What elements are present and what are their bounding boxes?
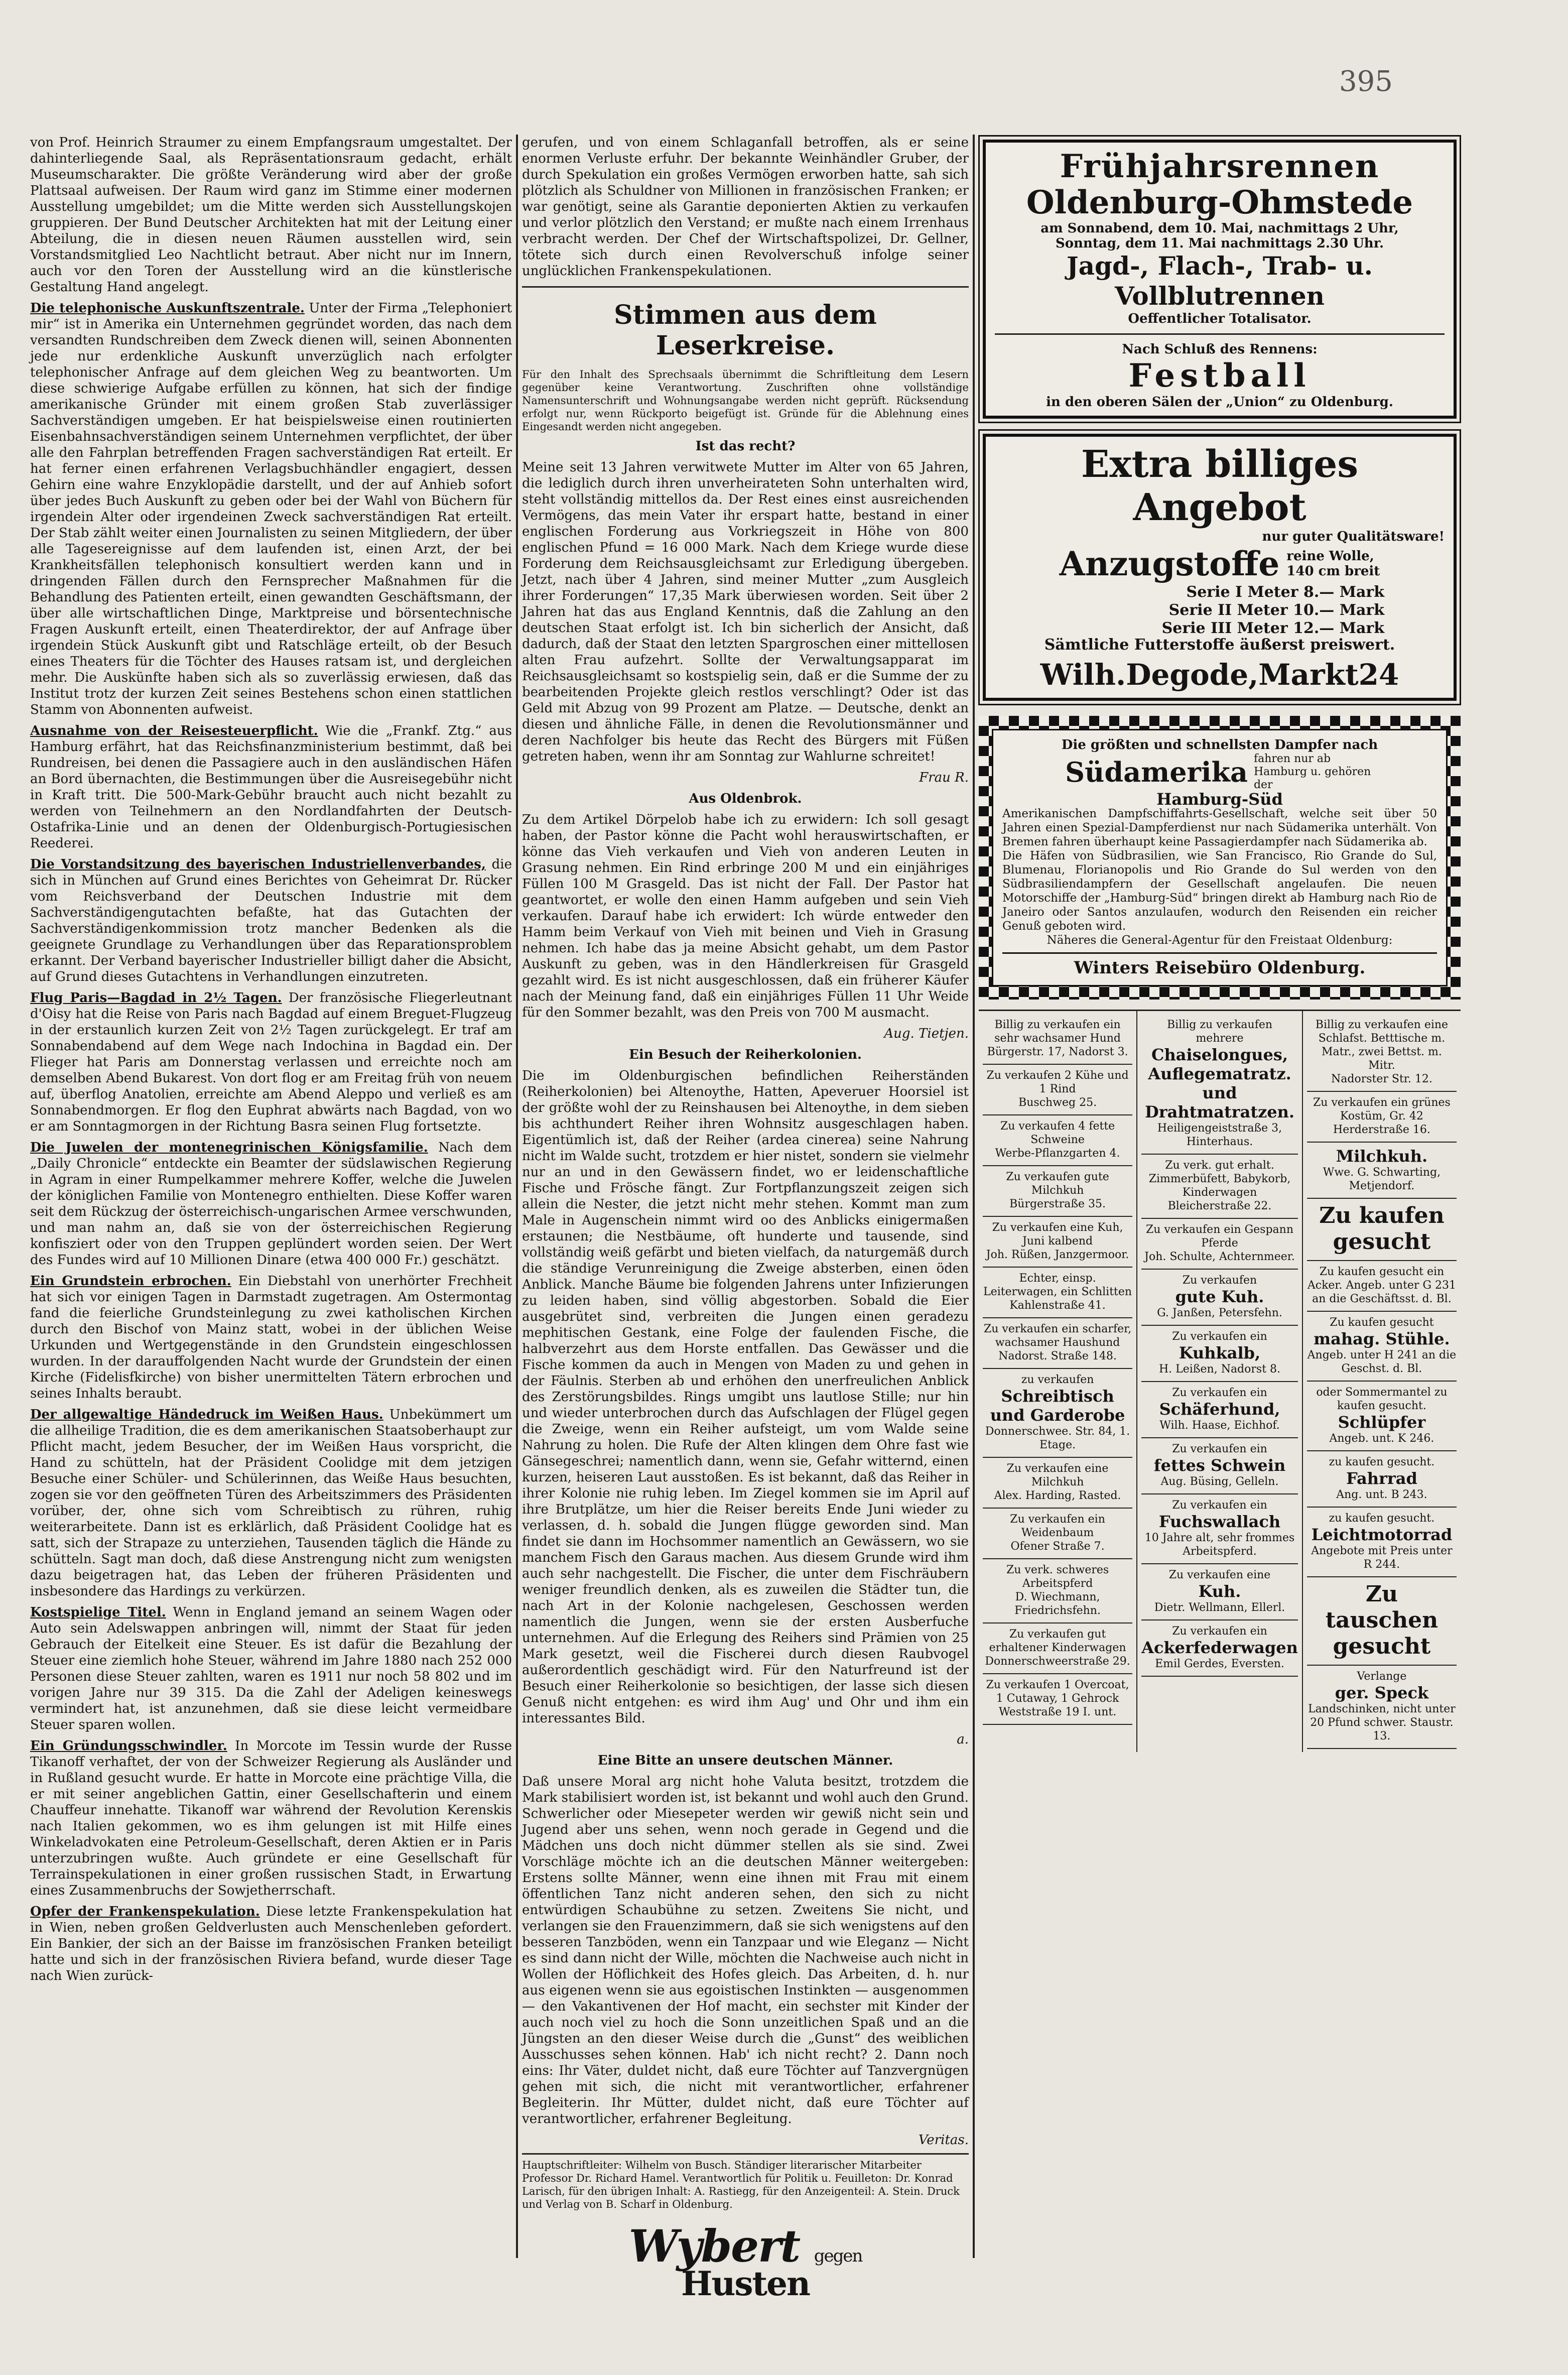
classified-small: Zu kaufen gesucht ein Acker. Angeb. unter G 231 [1307,1266,1456,1292]
classified-ad [1307,1199,1457,1261]
classified-small: Zu verkaufen eine [1168,1569,1271,1581]
classifieds-column [1303,1011,1461,1752]
ship-paragraph-1: Amerikanischen Dampfschiffahrts-Gesellschaft, welche seit über 50 Jahren einen Spezial-Dampferdienst nur nach Südamerika unterhält. Von Bremen fahren überhaupt keine Passagierdampfer nach Südamerika ab. [1002,807,1437,848]
classified-ad [1307,1577,1457,1666]
classified-ad [983,1268,1132,1318]
classified-big: Zu tauschen gesucht [1325,1581,1439,1659]
race-date-1: am Sonnabend, dem 10. Mai, nachmittags 2 Uhr, [1040,221,1399,236]
race-date-2: Sonntag, dem 11. Mai nachmittags 2.30 Uhr. [1055,236,1384,251]
classified-ad [983,1623,1132,1674]
classified-small: Zu verkaufen ein [1172,1443,1267,1455]
classified-ad [1141,1219,1298,1270]
ship-paragraph-2: Die Häfen von Südbrasilien, wie San Francisco, Rio Grande do Sul, Blumenau, Florianopolis und Rio Grande do Sul werden von den Südbrasiliendampfern der Gesellschaft angelaufen. Die neuen Motorschiffe der „Hamburg-Süd“ bringen direkt ab Hamburg nach Rio de Janeiro oder Santos anzulaufen, wodurch den Reisenden ein reicher Genuß geboten wird. [1002,849,1437,933]
classified-addr: Heiligengeiststraße 3, Hinterhaus. [1157,1122,1282,1148]
classified-ad [1307,1092,1457,1143]
classified-mid: Milchkuh. [1336,1147,1428,1166]
classified-small: Zu verkaufen ein [1172,1499,1267,1512]
letter-signature: Aug. Tietjen. [884,1026,969,1041]
classified-small: Zu verkaufen ein Weidenbaum [1010,1513,1105,1539]
letters-list [522,438,969,2148]
race-place: Oldenburg-Ohmstede [1026,184,1413,221]
classified-addr: Bürgerstraße 35. [1009,1198,1106,1210]
fabric-note: Sämtliche Futterstoffe äußerst preiswert. [1044,636,1395,654]
classified-mid: Schlüpfer [1338,1413,1426,1432]
classified-small: Zu verkaufen ein [1172,1387,1267,1399]
article-headline: Opfer der Frankenspekulation. [30,1904,260,1919]
classified-addr: Emil Gerdes, Eversten. [1155,1658,1284,1670]
classified-ad [1141,1155,1298,1219]
classified-addr: Buschweg 25. [1018,1096,1097,1109]
classified-small: Zu verkaufen ein grünes Kostüm, Gr. 42 [1313,1096,1451,1122]
article-body: Ein Diebstahl von unerhörter Frechheit hat sich vor einigen Tagen in Darmstadt zugetragen. Am Ostermontag fand die feierliche Grundsteinlegung zu zwei katholischen Kirchen durch den Bischof von Mainz statt, wobei in der üblichen Weise Urkunden und Wertgegenstände in den Grundstein eingeschlossen wurden. In der darauffolgenden Nacht wurde der Grundstein der einen Kirche (Fidelisfkirche) von bisher unermittelten Tätern erbrochen und seines Inhalts beraubt. [30,1274,512,1401]
classified-small: Zu verk. gut erhalt. Zimmerbüfett, Babykorb, Kinderwagen [1148,1159,1291,1199]
classified-ad [983,1166,1132,1217]
classified-small: Verlange [1357,1670,1407,1683]
letter-signature: Veritas. [918,2133,969,2148]
news-column-left [30,135,512,2258]
classified-addr: G. Janßen, Petersfehn. [1157,1307,1282,1319]
article-body: Diese letzte Frankenspekulation hat in Wien, neben großen Geldverlusten auch Menschenleben gefordert. Ein Bankier, der sich an der Baisse im französischen Franken beteiligt hatte und sich in der französischen Riviera befand, wurde dieser Tage nach Wien zurück- [30,1904,512,1983]
classified-ad [1141,1326,1298,1382]
classified-big: Zu kaufen gesucht [1319,1203,1445,1255]
classified-addr: Kahlenstraße 41. [1009,1299,1106,1312]
classified-addr: Weststraße 19 I. unt. [998,1706,1117,1718]
classified-ad [1307,1451,1457,1508]
article-body: Der französische Fliegerleutnant d'Oisy hat die Reise von Paris nach Bagdad auf einem Breguet-Flugzeug in der erstaunlich kurzen Zeit von 2½ Tagen zurückgelegt. Er traf am Sonnabendabend auf dem Wege nach Indochina in Bagdad ein. Der Flieger hat Paris am Donnerstag verlassen und erreichte noch am demselben Abend Bukarest. Von dort flog er am Freitag früh von neuem auf, überflog Anatolien, erreichte am Abend Aleppo und verließ es am Sonnabendmorgen. Er flog den Euphrat abwärts nach Bagdad, von wo er am Sonntagmorgen in der Richtung Basra seinen Flug fortsetzte. [30,990,512,1134]
article-body: In Morcote im Tessin wurde der Russe Tikanoff verhaftet, der von der Schweizer Regierung als Ausländer und in Rußland gesucht wurde. Er hatte in Morcote eine prächtige Villa, die er mit seiner angeblichen Gattin, einer Gesellschafterin und einem Chauffeur innehatte. Tikanoff war während der Revolution Kerenskis nach Italien gekommen, wo es ihm gelungen ist mit Hilfe eines Winkeladvokaten eine Petroleum-Gesellschaft, deren Aktien er in Paris unterzubringen wußte. Auch gründete er eine Gesellschaft für Terrainspekulationen in einer großen russischen Stadt, in Erwartung eines Zusammenbruchs der Sowjetherrschaft. [30,1738,512,1898]
classifieds-grid [979,1010,1461,1752]
classified-mid: Kuh. [1198,1582,1241,1601]
news-article [30,1904,512,1984]
letter-title: Aus Oldenbrok. [689,791,802,806]
classified-small: Billig zu verkaufen eine Schlafst. Betttische m. Matr., zwei Bettst. m. Mitr. [1315,1019,1449,1072]
classified-ad [983,1559,1132,1623]
classified-ad [1141,1014,1298,1155]
wybert-advert-logo [522,2220,969,2303]
article-body: Nach dem „Daily Chronicle“ entdeckte ein Beamter der südslawischen Regierung in Agram in einer Rumpelkammer mehrere Koffer, welche die Juwelen der königlichen Familie von Montenegro enthielten. Diese Koffer waren seit dem Rückzug der österreichisch-ungarischen Armee verschwunden, und man nahm an, daß sie von der österreichischen Regierung konfisziert oder von den Truppen geplündert worden seien. Der Wert des Fundes wird auf 10 Millionen Dinare (etwa 400 000 Fr.) geschätzt. [30,1140,512,1268]
classified-mid: ger. Speck [1335,1683,1429,1702]
letter-signature: Frau R. [919,770,969,785]
classified-ad [983,1115,1132,1166]
fabric-price-list [995,583,1445,638]
classified-addr: H. Leißen, Nadorst 8. [1158,1363,1281,1376]
classified-small: Echter, einsp. Leiterwagen, ein Schlitten [983,1272,1132,1298]
classified-small: oder Sommermantel zu kaufen gesucht. [1316,1386,1448,1412]
fabric-spec-1: reine Wolle, [1286,549,1374,564]
logo-small: gegen [814,2246,862,2266]
classified-ad [1307,1261,1457,1312]
article-headline: Die Juwelen der montenegrinischen Königsfamilie. [30,1140,428,1155]
ship-top: Die größten und schnellsten Dampfer nach [1061,737,1378,753]
logo-brand: Wybert [628,2220,800,2272]
ship-paragraph-3: Näheres die General-Agentur für den Freistaat Oldenburg: [1047,934,1393,947]
price-row: Serie III Meter 12.— Mark [1161,619,1384,637]
classified-small: zu kaufen gesucht. [1329,1456,1435,1468]
ship-line: Hamburg-Süd [1156,790,1283,809]
section-divider [522,286,969,288]
classified-addr: Ang. unt. B 243. [1336,1488,1427,1501]
classified-addr: Angeb. unt. K 246. [1329,1432,1434,1445]
classified-mid: Schäferhund, [1159,1400,1280,1419]
article-headline: Kostspielige Titel. [30,1605,166,1620]
article-headline: Die Vorstandsitzung des bayerischen Industriellenverbandes, [30,857,486,872]
article-headline: Der allgewaltige Händedruck im Weißen Haus. [30,1407,383,1422]
classified-mid: Leichtmotorrad [1311,1525,1453,1544]
classified-mid: Ackerfederwagen [1141,1638,1298,1657]
classified-addr: Ofener Straße 7. [1010,1540,1105,1553]
classified-ad [1141,1494,1298,1564]
ad-fabric [983,434,1457,701]
classified-ad [983,1674,1132,1725]
classified-ad [1141,1270,1298,1326]
letter-body: Die im Oldenburgischen befindlichen Reiherständen (Reiherkolonien) bei Altenoythe, Hatten, Apeveruer Hoorsiel ist der größte wohl der zu Reinshausen bei Altenoythe, in dem sieben bis achthundert Reiher ihren Wohnsitz ausgeschlagen haben. Eigentümlich ist, daß der Reiher (ardea cinerea) seine Nahrung nicht im Walde sucht, trotzdem er hier nistet, sondern sie vielmehr nur an und in den Gewässern findet, wo er leidenschaftliche Fische und Frösche fängt. Zur Fortpflanzungszeit zeigen sich allein die Nester, die jetzt nicht mehr stehen. Kommt man zum Male in Augenschein nimmt wird oo des Anblicks einigermaßen erstaunen; die Nestbäume, oft hunderte und tausende, sind vollständig weiß gefärbt und bieten vielfach, da naturgemäß durch die ständige Verunreinigung die Zweige absterben, einen öden Anblick. Manche Bäume bie folgenden Jahrens unter Infizierungen zu leiden haben, sind völlig abgestorben. Sobald die Eier ausgebrütet sind, verbreiten die Jungen einen geradezu mephitischen Gestank, eine Folge der faulenden Fische, die halbverzehrt aus dem Horste entfallen. Das Gewässer und die Fische kommen da auch in Mengen von Maden zu und gehen in der Fäulnis. Sterben ab und erhöhen den unerfreulichen Anblick des Zerstörungsbildes. Rings umgibt uns lautlose Stille; nur hin und wieder unterbrochen durch das Aufschlagen der Flügel gegen die Zweige, wenn ein Reiher aufsteigt, um vom Walde seine Nahrung zu holen. Die Rufe der Alten klingen dem Ohre fast wie Gänsegeschrei; namentlich dann, wenn sie, Gefahr witternd, einen kurzen, heiseren Laut ausstoßen. Es ist bekannt, daß das Reiher in ihrer Kolonie nie ruhig leben. Im Ziegel kommen sie im April auf ihre Brutplätze, um hier die Reiser bereits Ende Juni wieder zu verlassen, d. h. sobald die Jungen flügge geworden sind. Man findet sie dann im Hochsommer namentlich an Gewässern, wo sie manchem Fisch den Garaus machen. Aus diesem Grunde wird ihm auch sehr nachgestellt. Die Fischer, die unter dem Fischräubern weniger freundlich denken, als es zuweilen die Städter tun, die nach Art in der Kolonie nachgelesen, Geschossen werden namentlich die Jungen, wenn sie der ersten Ausberfuche unternehmen. Auf die Erlegung des Reihers sind Prämien von 25 Mark gesetzt, weil die Fischerei durch diesen Raubvogel außerordentlich geschädigt wird. Für den Naturfreund ist der Besuch einer Reiherkolonie so besichtigen, der lasse sich diesen Genuß nicht entgehen: es wird ihm Aug' und Ohr und ihm ein interessantes Bild. [522,1068,969,1726]
classified-addr: Bleicherstraße 22. [1167,1200,1272,1212]
classified-ad [1307,1508,1457,1577]
letter-title: Eine Bitte an unsere deutschen Männer. [597,1753,893,1768]
letter-title: Ein Besuch der Reiherkolonien. [629,1047,862,1062]
classified-addr: Nadorst. Straße 148. [998,1350,1117,1362]
news-article [30,990,512,1135]
classified-mid: gute Kuh. [1175,1287,1264,1306]
imprint: Hauptschriftleiter: Wilhelm von Busch. Ständiger literarischer Mitarbeiter Professor Dr. Richard Hamel. Verantwortlich für Politik u. Feuilleton: Dr. Konrad Larisch, für den übrigen Inhalt: A. Rastiegg, für den Anzeigenteil: A. Stein. Druck und Verlag von B. Scharf in Oldenburg. [522,2153,969,2211]
classified-ad [983,1217,1132,1268]
classified-small: Zu verkaufen 2 Kühe und 1 Rind [986,1069,1129,1095]
section-disclaimer: Für den Inhalt des Sprechsaals übernimmt die Schriftleitung dem Lesern gegenüber keine Verantwortung. Zuschriften ohne vollständige Namensunterschrift und Wohnungsangabe werden nicht geprüft. Rücksendung erfolgt nur, wenn Rückporto beigefügt ist. Gründe für die Ablehnung eines Eingesandt werden nicht angegeben. [522,368,969,433]
article-headline: Die telephonische Auskunftszentrale. [30,301,305,316]
article-body: von Prof. Heinrich Straumer zu einem Empfangsraum umgestaltet. Der dahinterliegende Saal, als Repräsentationsraum gedacht, erhält Museumscharakter. Die größte Veränderung wird aber der große Plattsaal aufweisen. Der Raum wird ganz im Stimme einer modernen Ausstellung umgebildet; um die Mitte werden sich Ausstellungskojen gruppieren. Der Bund Deutscher Architekten hat mit der Leitung einer Abteilung, die in diesen neuen Räumen ausstellen wird, sein Vorstandsmitglied Leo Nachtlicht betraut. Aber nicht nur im Innern, auch vor den Toren der Ausstellung wird an die künstlerische Gestaltung Hand angelegt. [30,135,512,295]
classified-small: Zu verk. schweres Arbeitspferd [1006,1564,1109,1590]
news-column-middle [522,135,969,2303]
fabric-headline: Extra billiges Angebot [1081,443,1359,529]
classified-small: zu kaufen gesucht. [1329,1512,1435,1525]
letter-signature: a. [957,1732,969,1747]
article-headline: Ein Gründungsschwindler. [30,1738,227,1754]
classified-addr: Dietr. Wellmann, Ellerl. [1154,1601,1285,1614]
classified-ad [983,1369,1132,1458]
classified-addr: an die Geschäftsst. d. Bl. [1312,1293,1452,1305]
classified-ad [1141,1382,1298,1438]
ad-divider [995,333,1445,335]
classified-addr: Donnerschweerstraße 29. [985,1655,1130,1668]
classified-ad [983,1065,1132,1115]
classified-small: Zu verkaufen 4 fette Schweine [1000,1120,1115,1146]
classified-ad [1141,1564,1298,1620]
classified-small: Billig zu verkaufen mehrere [1166,1019,1273,1045]
festball-title: Festball [1128,357,1311,395]
classified-ad [983,1509,1132,1559]
classified-ad [1307,1382,1457,1451]
classified-addr: Aug. Büsing, Gelleln. [1160,1475,1279,1488]
news-article [30,1604,512,1733]
price-row: Serie II Meter 10.— Mark [1168,601,1384,619]
classified-mid: mahag. Stühle. [1314,1329,1450,1348]
classified-addr: Herderstraße 16. [1333,1123,1430,1136]
classified-mid: Fahrrad [1346,1469,1417,1488]
article-headline: Ein Grundstein erbrochen. [30,1274,231,1289]
classified-addr: Werbe-Pflanzgarten 4. [995,1147,1120,1160]
classified-addr: Donnerschwee. Str. 84, 1. Etage. [985,1425,1130,1451]
classified-mid: Schreibtisch und Garderobe [990,1387,1125,1425]
column-rule-2 [973,135,975,2258]
classified-addr: Joh. Rüßen, Janzgermoor. [986,1248,1129,1261]
classified-mid: Kuhkalb, [1179,1343,1261,1362]
ad-shipping [979,716,1461,999]
classifieds-column [979,1011,1137,1752]
classified-ad [1307,1666,1457,1749]
race-types: Jagd-, Flach-, Trab- u. Vollblutrennen [1067,251,1373,311]
classified-small: Billig zu verkaufen ein sehr wachsamer Hund [994,1019,1121,1045]
section-title: Stimmen aus dem Leserkreise. [614,300,877,361]
classified-ad [1307,1014,1457,1092]
classified-ad [1141,1620,1298,1677]
classified-mid: fettes Schwein [1153,1456,1286,1475]
race-title: Frühjahrsrennen [1060,148,1380,185]
classified-ad [1307,1312,1457,1382]
classified-small: Zu verkaufen gute Milchkuh [1006,1171,1109,1197]
fabric-sub: nur guter Qualitätsware! [1262,529,1445,544]
ship-destination: Südamerika [1065,756,1248,788]
letter-body: Daß unsere Moral arg nicht hohe Valuta besitzt, trotzdem die Mark stabilisiert worden ist, ist bekannt und wohl auch den Grund. Schwerlicher oder Miesepeter werden wir gewiß nicht sein und Jugend aber uns sehen, wenn noch gerade in Gegend und die Mädchen uns doch nicht dümmer stellen als sie sind. Zwei Vorschläge möchte ich an die deutschen Männer weitergeben: Erstens sollte Männer, wenn eine ihnen mit Frau mit einem öffentlichen Tanz nicht anderen sehen, den sich zu nicht entwürdigen Schaubühne zu setzen. Zweitens Sie nicht, und verlangen sie den Frauenzimmern, daß sie sich wenigstens auf den besseren Tanzböden, wenn ein Tanzpaar und wie Eleganz — Nicht es sind dann nicht der Wille, möchten die Nachweise auch nicht in Wollen der Höflichkeit des Hofes gleich. Das Arbeiten, d. h. nur aus eigenen wenn sie aus egoistischen Instinkten — ausgenommen — den Vakantivenen der Hof macht, ein sechster mit Kinder der auch noch viel zu hoch die Sonn unzeitlichen Spaß und an die Jüngsten an den dieser Weise durch die „Gunst“ des weiblichen Ausschusses sehen können. Hab' ich nicht recht? 2. Dann noch eins: Ihr Väter, duldet nicht, daß eure Töchter auf Tanzvergnügen gehen mit sich, die nicht mit verantwortlicher, erfahrener Begleiterin. Ihr Mütter, duldet nicht, daß eure Töchter auf verantwortlicher, erfahrener Begleitung. [522,1774,969,2127]
article-continuation: gerufen, und von einem Schlaganfall betroffen, als er seine enormen Verluste erfuhr. Der bekannte Weinhändler Gruber, der durch Spekulation ein großes Vermögen erworben hatte, sah sich plötzlich als Schuldner von Millionen in französischen Franken; er war genötigt, seine als Garantie deponierten Aktien zu verkaufen und verlor plötzlich den Verstand; er mußte nach einem Irrenhaus verbracht werden. Der Chef der Wirtschaftspolizei, Dr. Gellner, tötete sich durch einen Revolverschuß infolge seiner unglücklichen Frankenspekulationen. [522,135,969,279]
ad-horse-race [983,140,1457,419]
article-body: Wenn in England jemand an seinem Wagen oder Auto sein Adelswappen anbringen will, nimmt der Staat für jeden Gebrauch der Eitelkeit eine Steuer. Es ist dafür die Bezahlung der Steuer eine ziemlich hohe Steuer, während im Jahre 1880 nach 252 000 Personen diese Steuer zahlten, waren es 1911 nur noch 58 802 und im vorigen Jahre nur 39 315. Da die Zahl der Adeligen keineswegs vermindert hat, ist anzunehmen, daß sie diese leicht vermeidbare Steuer sparen wollen. [30,1605,512,1732]
page-number: 395 [1339,65,1393,98]
classified-addr: Angeb. unter H 241 an die Geschst. d. Bl. [1307,1349,1457,1375]
classified-mid: Chaiselongues, Auflegematratz. und Drahtmatratzen. [1144,1045,1295,1121]
classified-addr: Landschinken, nicht unter 20 Pfund schwer. Staustr. 13. [1308,1703,1456,1742]
classified-small: Zu verkaufen ein Gespann Pferde [1146,1223,1293,1249]
classified-small: Zu verkaufen eine Milchkuh [1006,1462,1109,1488]
news-article [30,1273,512,1402]
festball-location: in den oberen Sälen der „Union“ zu Oldenburg. [1046,395,1393,410]
classified-addr: Joh. Schulte, Achternmeer. [1144,1251,1295,1263]
fabric-firm: Wilh.Degode,Markt24 [1040,658,1399,692]
classified-small: Zu verkaufen ein [1172,1625,1267,1638]
ship-side-note: fahren nur ab Hamburg u. gehören der [1253,753,1371,791]
classified-ad [983,1458,1132,1509]
classified-addr: Wwe. G. Schwarting, Metjendorf. [1323,1166,1441,1192]
classified-small: Zu verkaufen [1182,1274,1257,1287]
column-rule-1 [516,135,518,2258]
article-body: Unter der Firma „Telephoniert mir“ ist in Amerika ein Unternehmen gegründet worden, das nach dem versandten Rundschreiben dem Zweck dienen will, seinen Abonnenten jede nur erdenkliche Auskunft unverzüglich nach erfolgter telephonischer Anfrage auf dem gleichen Weg zu beantworten. Um diese schwierige Aufgabe erfüllen zu können, hat sich der findige amerikanische Gründer mit einem großen Stab zuverlässiger Sachverständigen umgeben. Er hat beispielsweise einen routinierten Eisenbahnsachverständigen seinem Unternehmen verpflichtet, der über alle den Fahrplan betreffenden Fragen sachverständigen Rat erteilt. Er hat ferner einen erfahrenen Verlagsbuchhändler engagiert, dessen Gehirn eine wahre Enzyklopädie darstellt, und der auf Anhieb sofort über jedes Buch Auskunft zu geben oder bei der Wahl von Büchern für irgendein Alter oder irgendeinen Zweck sachverständigen Rat erteilt. Der Stab zählt weiter einen Journalisten zu seinen Mitgliedern, der über alle Tagesereignisse auf dem laufenden ist, einen Arzt, der bei Krankheitsfällen telephonisch konsultiert werden kann und in dringenden Fällen durch den Fernsprecher Maßnahmen für die Behandlung des Patienten erteilt, einen gewandten Geschäftsmann, der über alle wirtschaftlichen Dinge, Marktpreise und börsentechnische Fragen Auskunft erteilt, einen Theaterdirektor, der auf Anfrage über irgendein Stück Auskunft gibt und Ratschläge erteilt, ob der Besuch eines Theaters für die Töchter des Hauses ratsam ist, und dergleichen mehr. Die Auskünfte haben sich als so zuverlässig erwiesen, daß das Institut trotz der kurzen Zeit seines Bestehens schon einen stattlichen Stamm von Abonnenten aufweist. [30,301,512,717]
letter-title: Ist das recht? [695,439,796,454]
news-article [30,723,512,851]
fabric-spec-2: 140 cm breit [1286,564,1380,579]
classified-small: Zu verkaufen gut erhaltener Kinderwagen [989,1628,1126,1654]
article-headline: Ausnahme von der Reisesteuerpflicht. [30,723,318,738]
classified-addr: Nadorster Str. 12. [1331,1073,1432,1085]
price-row: Serie I Meter 8.— Mark [1186,583,1384,601]
article-body: Wie die „Frankf. Ztg.“ aus Hamburg erfährt, hat das Reichsfinanzministerium bestimmt, daß bei Rundreisen, bei denen die Passagiere auch in den ausländischen Häfen an Bord übernachten, die Bestimmungen über die Ausreisegebühr nicht in Kraft tritt. Die 500-Mark-Gebühr braucht auch nicht bezahlt zu werden von Teilnehmern an den Nordlandfahrten der Deutsch-Ostafrika-Linie und an denen der Oldenburgisch-Portugiesischen Reederei. [30,723,512,851]
classified-small: Zu kaufen gesucht [1330,1316,1434,1329]
news-article [30,135,512,295]
fabric-product: Anzugstoffe [1059,544,1280,583]
classified-addr: D. Wiechmann, Friedrichsfehn. [1014,1591,1101,1617]
classified-small: Zu verkaufen ein scharfer, wachsamer Haushund [983,1323,1132,1349]
ship-agency: Winters Reisebüro Oldenburg. [1002,952,1437,978]
letter-body: Zu dem Artikel Dörpelob habe ich zu erwidern: Ich soll gesagt haben, der Pastor könne die Pacht wohl herauswirtschaften, er könne das Vieh verkaufen und Vieh von anderen Leuten in Grasung nehmen. Ein Rind erbringe 200 M und ein einjähriges Füllen 100 M Grasgeld. Das ist nicht der Fall. Der Pastor hat geantwortet, er wolle den einen Hamm aufgeben und sein Vieh verkaufen. Darauf habe ich erwidert: Ich würde entweder den Hamm beim Verkauf von Vieh mit beinen und Vieh in Grasung nehmen. Ich habe das ja meine Absicht gehabt, um dem Pastor Auskunft zu geben, was in den Händlerkreisen für Grasgeld gezahlt wird. Es ist nicht ausgeschlossen, daß ein früherer Käufer nach der Meinung fand, daß ein einjähriges Füllen 11 Uhr Weide für den Sommer bezahlt, was den Preis von 700 M ausmacht. [522,812,969,1020]
classified-small: Zu verkaufen ein [1172,1330,1267,1343]
classified-addr: Wilh. Haase, Eichhof. [1159,1419,1280,1432]
classified-ad [1307,1143,1457,1199]
news-article [30,1738,512,1899]
classified-addr: Angebote mit Preis unter R 244. [1311,1545,1453,1571]
classified-small: Zu verkaufen 1 Overcoat, 1 Cutaway, 1 Gehrock [986,1679,1129,1705]
logo-sub: Husten [681,2264,810,2303]
race-totalisator: Oeffentlicher Totalisator. [1128,311,1312,326]
classified-small: zu verkaufen [1021,1373,1094,1386]
article-body: die sich in München auf Grund eines Berichtes von Geheimrat Dr. Rücker vom Reichsverband der Deutschen Industrie mit dem Sachverständigengutachten befaßte, hat das Gutachten der Sachverständigenkommission trotz mancher Bedenken als die geeignete Grundlage zu Verhandlungen über das Reparationsproblem erkannt. Der Verband bayerischer Industrieller billigt daher die Absicht, auf Grund dieses Gutachtens in Verhandlungen einzutreten. [30,857,512,984]
classified-small: Zu verkaufen eine Kuh, Juni kalbend [992,1221,1123,1247]
news-article [30,1407,512,1599]
letter-body: Meine seit 13 Jahren verwitwete Mutter im Alter von 65 Jahren, die lediglich durch ihren unverheirateten Sohn unterhalten wird, steht vollständig mittellos da. Der Rest eines einst ausreichenden Vermögens, das mein Vater ihr erspart hatte, bestand in einer englischen Forderung aus Vorkriegszeit in Höhe von 800 englischen Pfund = 16 000 Mark. Nach dem Kriege wurde diese Forderung dem Reichsausgleichsamt zur Erledigung übergeben. Jetzt, nach über 4 Jahren, sind meiner Mutter „zum Ausgleich ihrer Forderungen“ 17,35 Mark überwiesen worden. Seit über 2 Jahren hat das aus England Kenntnis, daß die Zahlung an den deutschen Staat erfolgt ist. Ich bin sicherlich der Ansicht, daß dadurch, daß der Staat den letzten Spargroschen einer mittellosen alten Frau aufzehrt. Sollte der Verwaltungsapparat im Reichsausgleichsamt so kostspielig sein, daß er die Summe der zu bearbeitenden Projekte gleich restlos verschlingt? Oder ist das Geld mit Abzug von 99 Prozent am Platze. — Deutsche, denkt an diesen und ähnliche Fälle, in denen die Revolutionsmänner und deren Nachfolger bis heute das Recht des Bürgers mit Füßen getreten haben, wenn ihr am Sonntag zur Wahlurne schreitet! [522,460,969,764]
article-body: Unbekümmert um die allheilige Tradition, die es dem amerikanischen Staatsoberhaupt zur Pflicht macht, jedem Besucher, der im Weißen Haus vorspricht, die Hand zu schütteln, hat der Präsident Coolidge mit dem jetzigen Besuche einer Schüler- und Schülerinnen, das Weiße Haus besuchten, zogen sie vor den geöffneten Türen des Arbeitszimmers des Präsidenten vorüber, der, ohne sich vom Schreibtisch zu rühren, ruhig weiterarbeitete. Dann ist es erklärlich, daß Präsident Coolidge hat es satt, sich der Strapaze zu unterziehen, Tausenden täglich die Hände zu schütteln. Sagt man doch, daß diese Anstrengung nicht zum wenigsten dazu beigetragen hat, das Leben der früheren Präsidenten und insbesondere das Hardings zu verkürzen. [30,1407,512,1599]
news-article [30,856,512,985]
classified-ad [983,1318,1132,1369]
classified-addr: Alex. Harding, Rasted. [994,1489,1121,1502]
classified-ad [1141,1438,1298,1494]
classified-ad [983,1014,1132,1065]
classifieds-column [1137,1011,1303,1752]
news-article [30,300,512,718]
article-headline: Flug Paris—Bagdad in 2½ Tagen. [30,990,282,1006]
news-article [30,1140,512,1268]
classified-addr: Bürgerstr. 17, Nadorst 3. [987,1046,1128,1058]
classified-mid: Fuchswallach [1158,1512,1281,1531]
advert-column [979,135,1461,2258]
race-after: Nach Schluß des Rennens: [1122,342,1318,357]
classified-addr: 10 Jahre alt, sehr frommes Arbeitspferd. [1144,1532,1295,1558]
